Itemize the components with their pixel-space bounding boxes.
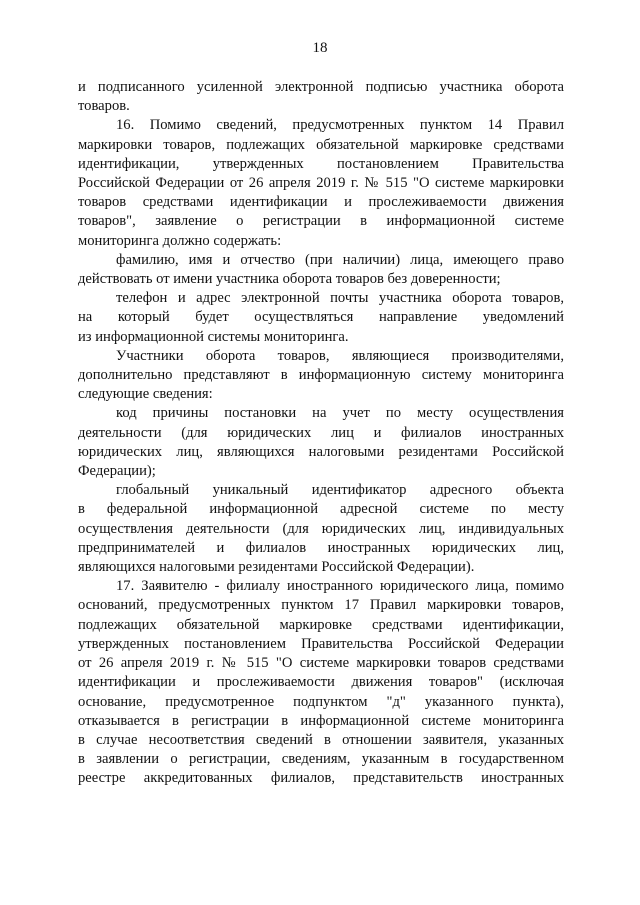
text-line: действовать от имени участника оборота товаров без доверенности; — [78, 271, 501, 288]
text-line: от 26 апреля 2019 г. № 515 "О системе маркировки товаров средствами — [78, 655, 564, 672]
text-line: товаров", заявление о регистрации в информационной системе — [78, 213, 564, 230]
document-body — [78, 78, 564, 789]
text-line: 17. Заявителю - филиалу иностранного юридического лица, помимо — [116, 578, 564, 595]
text-line: 16. Помимо сведений, предусмотренных пунктом 14 Правил — [116, 117, 564, 134]
text-line: код причины постановки на учет по месту осуществления — [116, 405, 564, 422]
text-line: Федерации); — [78, 463, 156, 480]
text-line: предпринимателей и филиалов иностранных юридических лиц, — [78, 539, 564, 556]
text-line: в случае несоответствия сведений в отношении заявителя, указанных — [78, 731, 564, 748]
text-line: подлежащих обязательной маркировке средствами идентификации, — [78, 616, 564, 633]
text-line: следующие сведения: — [78, 386, 213, 403]
text-line: являющихся налоговыми резидентами Российской Федерации). — [78, 559, 475, 576]
text-line: деятельности (для юридических лиц и филиалов иностранных — [78, 424, 564, 441]
text-line: в заявлении о регистрации, сведениям, указанным в государственном — [78, 751, 564, 768]
text-line: основание, предусмотренное подпунктом "д" указанного пункта), — [78, 693, 564, 710]
text-line: товаров средствами идентификации и прослеживаемости движения — [78, 194, 564, 211]
text-line: дополнительно представляют в информационную систему мониторинга — [78, 367, 564, 384]
text-line: идентификации и прослеживаемости движения товаров" (исключая — [78, 674, 564, 691]
text-line: утвержденных постановлением Правительства Российской Федерации — [78, 635, 564, 652]
text-line: осуществления деятельности (для юридических лиц, индивидуальных — [78, 520, 564, 537]
text-line: мониторинга должно содержать: — [78, 232, 282, 249]
text-line: телефон и адрес электронной почты участника оборота товаров, — [116, 290, 564, 307]
text-line: и подписанного усиленной электронной подписью участника оборота — [78, 79, 564, 95]
text-line: из информационной системы мониторинга. — [78, 328, 349, 345]
text-line: Участники оборота товаров, являющиеся производителями, — [116, 347, 564, 364]
text-line: реестре аккредитованных филиалов, представительств иностранных — [78, 770, 564, 787]
text-line: глобальный уникальный идентификатор адресного объекта — [116, 482, 564, 499]
text-line: оснований, предусмотренных пунктом 17 Правил маркировки товаров, — [78, 597, 564, 614]
text-line: Российской Федерации от 26 апреля 2019 г. № 515 "О системе маркировки — [78, 175, 564, 192]
text-line: на который будет осуществляться направление уведомлений — [78, 309, 564, 326]
text-line: фамилию, имя и отчество (при наличии) лица, имеющего право — [116, 251, 564, 268]
text-line: юридических лиц, являющихся налоговыми резидентами Российской — [78, 443, 564, 460]
text-line: отказывается в регистрации в информационной системе мониторинга — [78, 712, 564, 729]
page-number: 18 — [312, 40, 328, 56]
text-line: в федеральной информационной адресной системе по месту — [78, 501, 564, 518]
text-line: маркировки товаров, подлежащих обязательной маркировке средствами — [78, 136, 564, 153]
text-line: идентификации, утвержденных постановлением Правительства — [78, 155, 564, 172]
text-line: товаров. — [78, 98, 130, 115]
